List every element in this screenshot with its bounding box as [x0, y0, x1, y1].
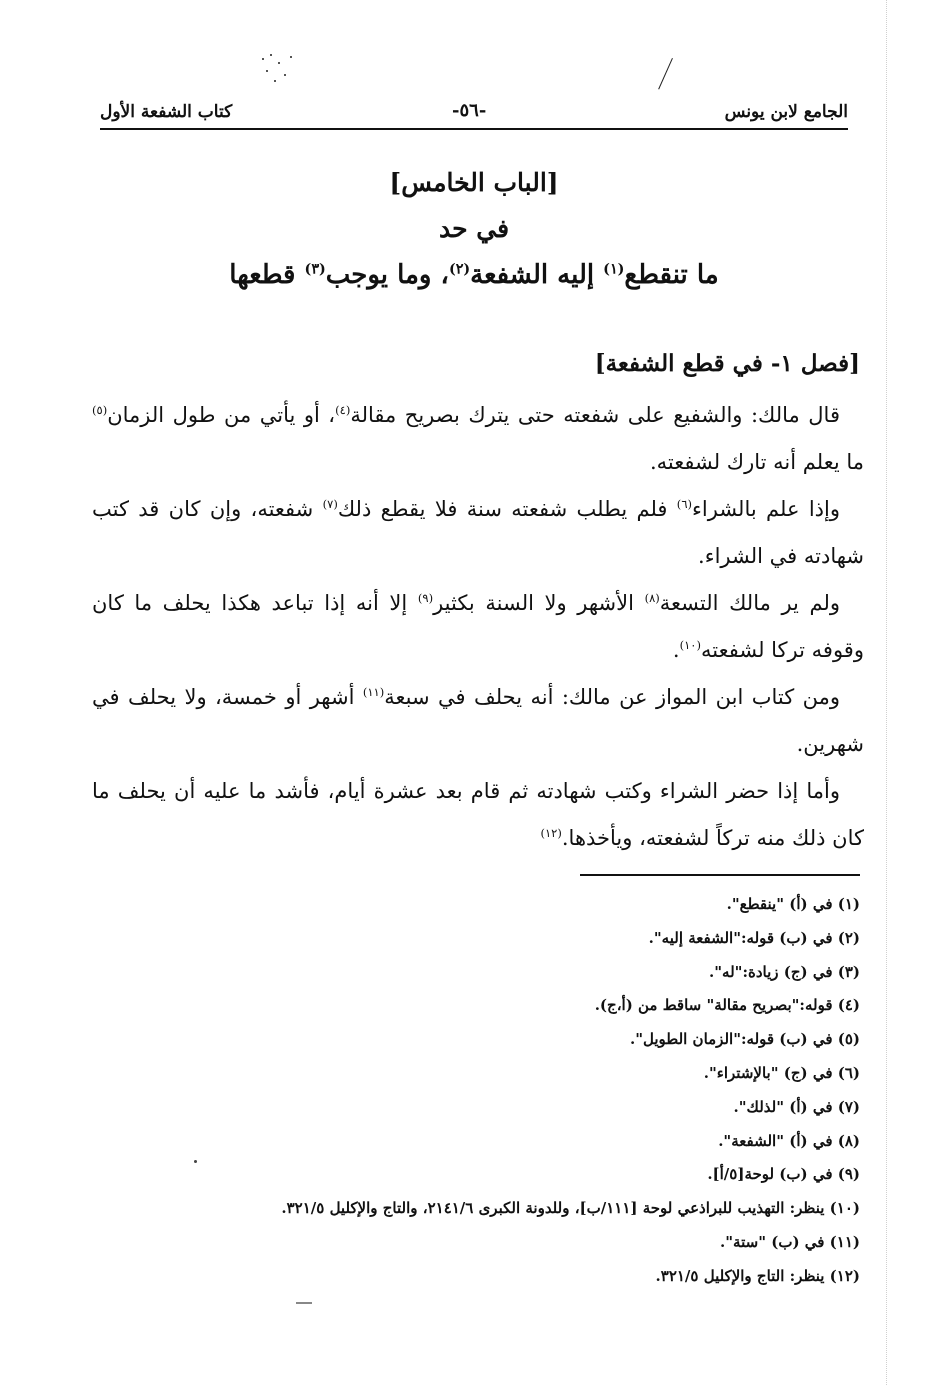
- footnote-1: (١) في (أ) "ينقطع".: [726, 895, 860, 913]
- scan-edge-line: [886, 0, 944, 1385]
- section-heading: [فصل ١- في قطع الشفعة]: [594, 350, 860, 377]
- scan-specks: [258, 52, 298, 86]
- footnote-12: (١٢) ينظر: التاج والإكليل ٣٢١/٥.: [655, 1266, 860, 1285]
- chapter-subheading: في حد: [438, 214, 510, 243]
- paragraph-5: وأما إذا حضر الشراء وكتب شهادته ثم قام بعد عشرة أيام، فأشد ما عليه أن يحلف ما كان ذلك منه تركاً لشفعته، ويأخذها.$^{(١٢)}$: [92, 779, 864, 850]
- chapter-heading: [الباب الخامس]: [389, 168, 559, 197]
- footnote-2: (٢) في (ب) قوله:"الشفعة إليه".: [648, 928, 860, 947]
- footnote-10: (١٠) ينظر: التهذيب للبراذعي لوحة [١١١/ب]، وللدونة الكبرى ٢١٤١/٦، والتاج والإكليل ٣٢١/٥.: [281, 1199, 860, 1218]
- footnote-5: (٥) في (ب) قوله:"الزمان الطويل".: [629, 1030, 860, 1049]
- scan-smudge: [296, 1302, 312, 1304]
- footnote-6: (٦) في (ج) "بالإشتراء".: [703, 1063, 860, 1082]
- footnote-4: (٤) قوله:"بصريح مقالة" ساقط من (أ،ج).: [594, 996, 860, 1015]
- footnotes: [100, 888, 860, 1294]
- footnote-3: (٣) في (ج) زيادة:"له".: [708, 962, 860, 981]
- page-number: -٥٦-: [452, 100, 487, 121]
- footnote-8: (٨) في (أ) "الشفعة".: [718, 1131, 860, 1150]
- paragraph-1: قال مالك: والشفيع على شفعته حتى يترك بصريح مقالة$^{(٤)}$، أو يأتي من طول الزمان$^{(٥)}$ ما يعلم أنه تارك لشفعته.: [92, 403, 864, 474]
- running-header: [100, 100, 848, 126]
- footnote-separator: [580, 874, 860, 876]
- paragraph-2: وإذا علم بالشراء$^{(٦)}$ فلم يطلب شفعته سنة فلا يقطع ذلك$^{(٧)}$ شفعته، وإن كان قد كتب شهادته في الشراء.: [92, 497, 864, 568]
- body-text: [92, 392, 864, 862]
- header-rule: [100, 128, 848, 130]
- footnote-9: (٩) في (ب) لوحة[٥/أ].: [707, 1165, 860, 1184]
- footnote-7: (٧) في (أ) "لذلك".: [733, 1097, 860, 1116]
- pen-stroke-mark: [658, 58, 673, 89]
- book-title: الجامع لابن يونس: [724, 102, 848, 122]
- paragraph-3: ولم ير مالك التسعة$^{(٨)}$ الأشهر ولا السنة بكثير$^{(٩)}$ إلا أنه إذا تباعد هكذا يحلف ما كان وقوفه تركا لشفعته$^{(١٠)}$.: [92, 591, 864, 662]
- chapter-title: [100, 168, 848, 306]
- section-title: كتاب الشفعة الأول: [100, 102, 233, 122]
- paragraph-4: ومن كتاب ابن المواز عن مالك: أنه يحلف في سبعة$^{(١١)}$ أشهر أو خمسة، ولا يحلف في شهرين.: [92, 685, 864, 756]
- scan-dot: [194, 1160, 197, 1163]
- chapter-topic: ما تنقطع$^{(١)}$ إليه الشفعة$^{(٢)}$، وما يوجب$^{(٣)}$ قطعها: [229, 260, 719, 290]
- footnote-11: (١١) في (ب) "ستة".: [720, 1232, 860, 1251]
